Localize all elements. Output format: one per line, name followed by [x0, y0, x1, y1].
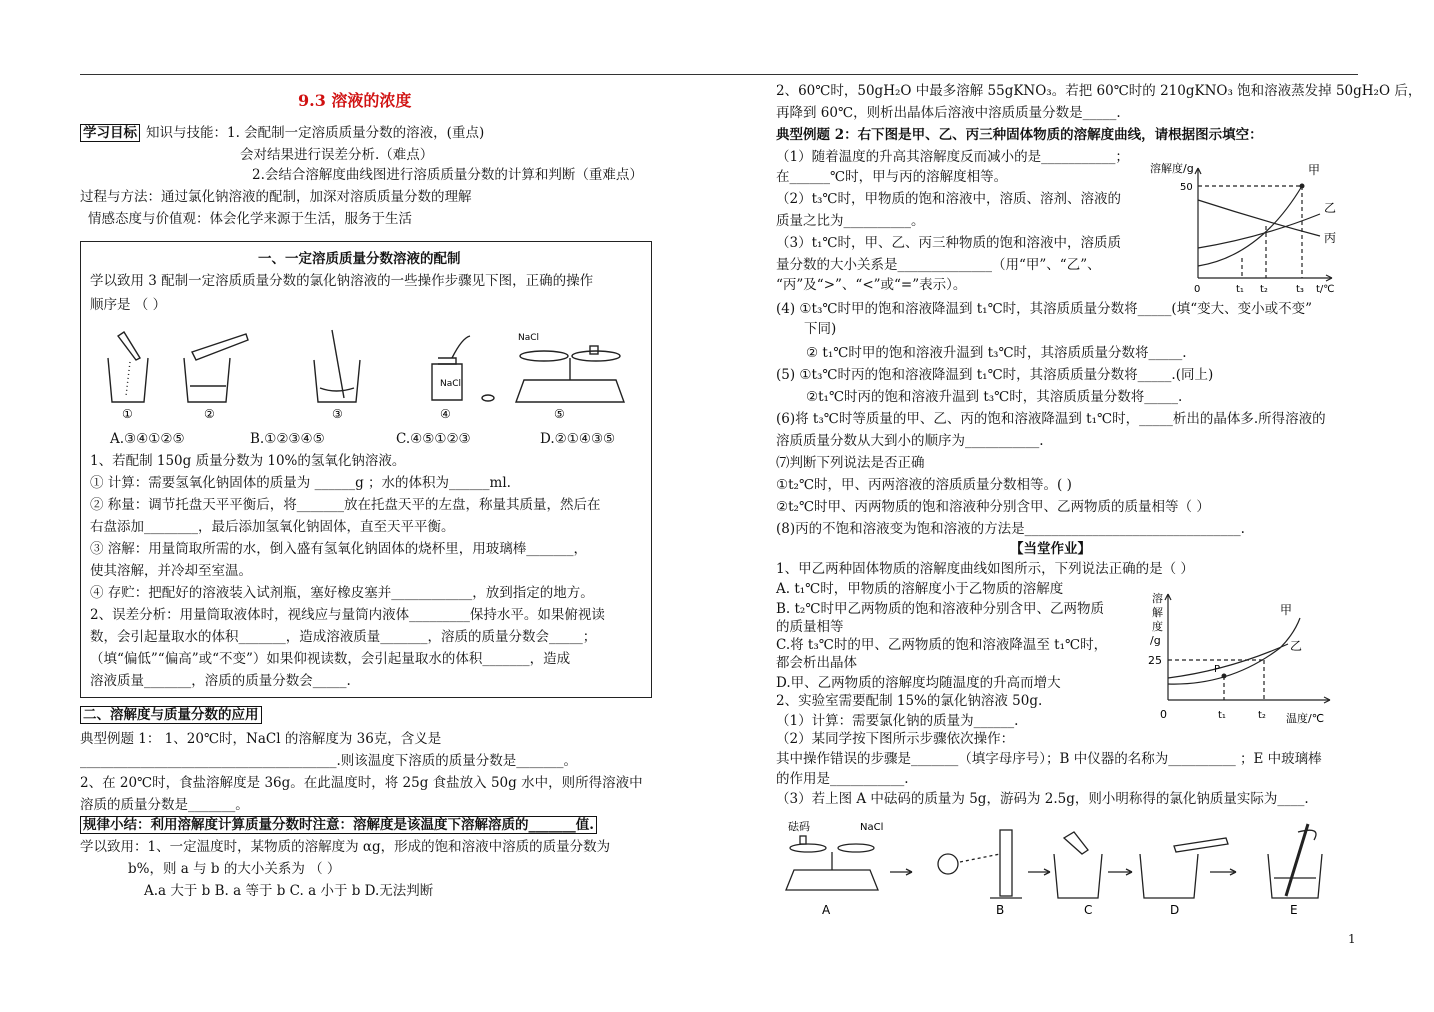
body-line: C.将 t₃℃时的甲、乙两物质的饱和溶液降温至 t₁℃时，: [776, 637, 1108, 653]
body-line: ①t₂℃时，甲、丙两溶液的溶质质量分数相等。( ): [776, 477, 1072, 493]
body-line: “丙”及“>”、“<”或“=”表示）。: [776, 277, 967, 293]
body-line: ② t₁℃时甲的饱和溶液升温到 t₃℃时，其溶质质量分数将_____.: [806, 345, 1187, 361]
body-line: (6)将 t₃℃时等质量的甲、乙、丙的饱和溶液降温到 t₁℃时，_____析出的晶体多.所得溶液的: [776, 411, 1326, 427]
goal-line: 情感态度与价值观：体会化学来源于生活，服务于生活: [88, 211, 412, 227]
section-title: 二、溶解度与质量分数的应用: [80, 706, 262, 724]
body-line: 溶质质量分数从大到小的顺序为___________.: [776, 433, 1044, 449]
body-line: ① 计算：需要氢氧化钠固体的质量为 ______g ；水的体积为______ml.: [90, 475, 511, 491]
goal-tag: 学习目标: [80, 124, 140, 142]
tick-t2: t₂: [1260, 284, 1268, 294]
top-rule: [80, 74, 1358, 75]
rule-summary: 规律小结：利用溶解度计算质量分数时注意：溶解度是该温度下溶解溶质的_______值.: [80, 816, 597, 834]
body-line: （1）随着温度的升高其溶解度反而减小的是___________；: [776, 149, 1129, 165]
ylabel: 度: [1152, 620, 1163, 633]
body-line: 典型例题 1： 1、20℃时，NaCl 的溶解度为 36克，含义是: [80, 731, 442, 747]
tick-t1: t₁: [1236, 284, 1244, 294]
goal-line: 过程与方法：通过氯化钠溶液的配制，加深对溶质质量分数的理解: [80, 189, 472, 205]
series-yi: 乙: [1324, 201, 1337, 215]
xlabel: t/℃: [1316, 284, 1335, 294]
body-line: ⑺判断下列说法是否正确: [776, 455, 925, 471]
option-d: D.②①④③⑤: [540, 431, 616, 447]
body-line: (5) ①t₃℃时丙的饱和溶液降温到 t₁℃时，其溶质质量分数将_____.(同上): [776, 367, 1214, 383]
body-line: (4) ①t₃℃时甲的饱和溶液降温到 t₁℃时，其溶质质量分数将_____(填“变大、变小或不变”: [776, 301, 1313, 317]
body-line: 再降到 60℃，则析出晶体后溶液中溶质质量分数是_____.: [776, 105, 1121, 121]
option-a: A.③④①②⑤: [110, 431, 185, 447]
body-line: 使其溶解，并冷却至室温。: [90, 563, 252, 579]
fig-label: ①: [122, 407, 133, 421]
option-c: C.④⑤①②③: [396, 431, 471, 447]
body-line: D.甲、乙两物质的溶解度均随温度的升高而增大: [776, 675, 1061, 691]
body-line: 1、甲乙两种固体物质的溶解度曲线如图所示，下列说法正确的是（ ）: [776, 561, 1194, 577]
question-text: 学以致用 3 配制一定溶质质量分数的氯化钠溶液的一些操作步骤见下图，正确的操作: [90, 273, 594, 289]
step-label: B: [996, 903, 1005, 917]
body-line: ④ 存贮：把配好的溶液装入试剂瓶，塞好橡皮塞并____________，放到指定的地方。: [90, 585, 594, 601]
tick-t1: t₁: [1218, 710, 1226, 721]
body-line: 的作用是___________.: [776, 771, 909, 787]
body-line: （3）若上图 A 中砝码的质量为 5g，游码为 2.5g，则小明称得的氯化钠质量实际为____.: [776, 791, 1309, 807]
tick-0: 0: [1194, 284, 1201, 294]
homework-title: 【当堂作业】: [1010, 541, 1091, 557]
ylabel: 解: [1152, 606, 1163, 619]
body-line: 2、在 20℃时，食盐溶解度是 36g。在此温度时，将 25g 食盐放入 50g 水中，则所得溶液中: [80, 775, 643, 791]
steps-figure: [778, 818, 1338, 918]
ylabel: /g: [1150, 634, 1161, 647]
body-line: 学以致用：1、一定温度时，某物质的溶解度为 αg，形成的饱和溶液中溶质的质量分数为: [80, 839, 611, 855]
goal-line: 2.会结合溶解度曲线图进行溶质质量分数的计算和判断（重难点）: [252, 167, 643, 183]
body-line: （1）计算：需要氯化钠的质量为______.: [776, 713, 1019, 729]
body-line: ______________________________________.则该温度下溶质的质量分数是_______。: [80, 753, 578, 769]
goal-line: 会对结果进行误差分析.（难点）: [240, 147, 434, 163]
nacl-label: NaCl: [518, 333, 540, 343]
body-line: 量分数的大小关系是______________（用“甲”、“乙”、: [776, 257, 1101, 273]
series-yi: 乙: [1290, 639, 1303, 653]
body-line: (8)丙的不饱和溶液变为饱和溶液的方法是________________________________.: [776, 521, 1245, 537]
body-line: b%，则 a 与 b 的大小关系为 （ ）: [128, 861, 341, 877]
body-line: （2）t₃℃时，甲物质的饱和溶液中，溶质、溶剂、溶液的: [776, 191, 1122, 207]
tick-t3: t₃: [1296, 284, 1304, 294]
body-line: A. t₁℃时，甲物质的溶解度小于乙物质的溶解度: [776, 581, 1064, 597]
body-line: （填“偏低”“偏高”或“不变”）如果仰视读数，会引起量取水的体积_______，造成: [90, 651, 571, 667]
ylabel: 溶: [1152, 592, 1163, 605]
tick-25: 25: [1148, 654, 1162, 667]
body-line: 都会析出晶体: [776, 655, 857, 671]
body-line: ③ 溶解：用量筒取所需的水，倒入盛有氢氧化钠固体的烧杯里，用玻璃棒_______，: [90, 541, 588, 557]
body-line: B. t₂℃时甲乙两物质的饱和溶液种分别含甲、乙两物质: [776, 601, 1104, 617]
tick-50: 50: [1180, 182, 1193, 193]
body-line: 其中操作错误的步骤是_______（填字母序号）；B 中仪器的名称为__________ ；E 中玻璃棒: [776, 751, 1322, 767]
body-line: （2）某同学按下图所示步骤依次操作：: [776, 731, 1015, 747]
solubility-chart-1: [1150, 158, 1350, 294]
body-line: 2、实验室需要配制 15%的氯化钠溶液 50g.: [776, 693, 1043, 709]
point-p: P: [1214, 664, 1221, 675]
body-line: 下同): [804, 321, 837, 337]
xlabel: 温度/℃: [1286, 712, 1325, 725]
procedure-figure: [96, 322, 636, 422]
tick-0: 0: [1160, 708, 1167, 721]
step-label: D: [1170, 903, 1180, 917]
question-text: 顺序是 （ ）: [90, 297, 167, 313]
body-line: 在______℃时，甲与丙的溶解度相等。: [776, 169, 1008, 185]
fig-label: ⑤: [554, 407, 565, 421]
page-number: 1: [1348, 932, 1356, 946]
goal-line: 知识与技能：1. 会配制一定溶质质量分数的溶液，(重点): [146, 125, 485, 141]
solubility-chart-2: [1140, 588, 1340, 728]
body-line: 1、若配制 150g 质量分数为 10%的氢氧化钠溶液。: [90, 453, 406, 469]
step-label: E: [1290, 903, 1298, 917]
body-line: A.a 大于 b B. a 等于 b C. a 小于 b D.无法判断: [144, 883, 434, 899]
body-line: 溶液质量_______，溶质的质量分数会_____.: [90, 673, 351, 689]
page-title: 9.3 溶液的浓度: [298, 91, 412, 110]
nacl-label: NaCl: [860, 822, 884, 833]
section-title: 一、一定溶质质量分数溶液的配制: [258, 251, 461, 267]
body-line: 典型例题 2：右下图是甲、乙、丙三种固体物质的溶解度曲线，请根据图示填空：: [776, 127, 1263, 143]
step-label: A: [822, 903, 831, 917]
body-line: （3）t₁℃时，甲、乙、丙三种物质的饱和溶液中，溶质质: [776, 235, 1122, 251]
body-line: ②t₂℃时甲、丙两物质的饱和溶液种分别含甲、乙两物质的质量相等（ ）: [776, 499, 1210, 515]
body-line: 的质量相等: [776, 619, 844, 635]
body-line: 右盘添加________，最后添加氢氧化钠固体，直至天平平衡。: [90, 519, 455, 535]
body-line: ②t₁℃时丙的饱和溶液升温到 t₃℃时，其溶质质量分数将_____.: [806, 389, 1183, 405]
body-line: 2、60℃时，50gH₂O 中最多溶解 55gKNO₃。若把 60℃时的 210gKNO₃ 饱和溶液蒸发掉 50gH₂O 后，: [776, 83, 1422, 99]
fig-label: ③: [332, 407, 343, 421]
series-jia: 甲: [1280, 603, 1293, 617]
fig-label: ④: [440, 407, 451, 421]
body-line: 数，会引起量取水的体积_______，造成溶液质量_______，溶质的质量分数会_____；: [90, 629, 597, 645]
fig-label: ②: [204, 407, 215, 421]
body-line: 2、误差分析：用量筒取液体时，视线应与量筒内液体_________保持水平。如果俯视读: [90, 607, 605, 623]
weights-label: 砝码: [788, 820, 810, 833]
body-line: 质量之比为__________。: [776, 213, 925, 229]
step-label: C: [1084, 903, 1093, 917]
ylabel: 溶解度/g: [1150, 162, 1194, 175]
series-jia: 甲: [1308, 163, 1321, 177]
body-line: ② 称量：调节托盘天平平衡后，将_______放在托盘天平的左盘，称量其质量，然后在: [90, 497, 601, 513]
option-b: B.①②③④⑤: [250, 431, 325, 447]
nacl-label: NaCl: [440, 379, 462, 389]
body-line: 溶质的质量分数是_______。: [80, 797, 249, 813]
tick-t2: t₂: [1258, 710, 1266, 721]
series-bing: 丙: [1324, 231, 1337, 245]
